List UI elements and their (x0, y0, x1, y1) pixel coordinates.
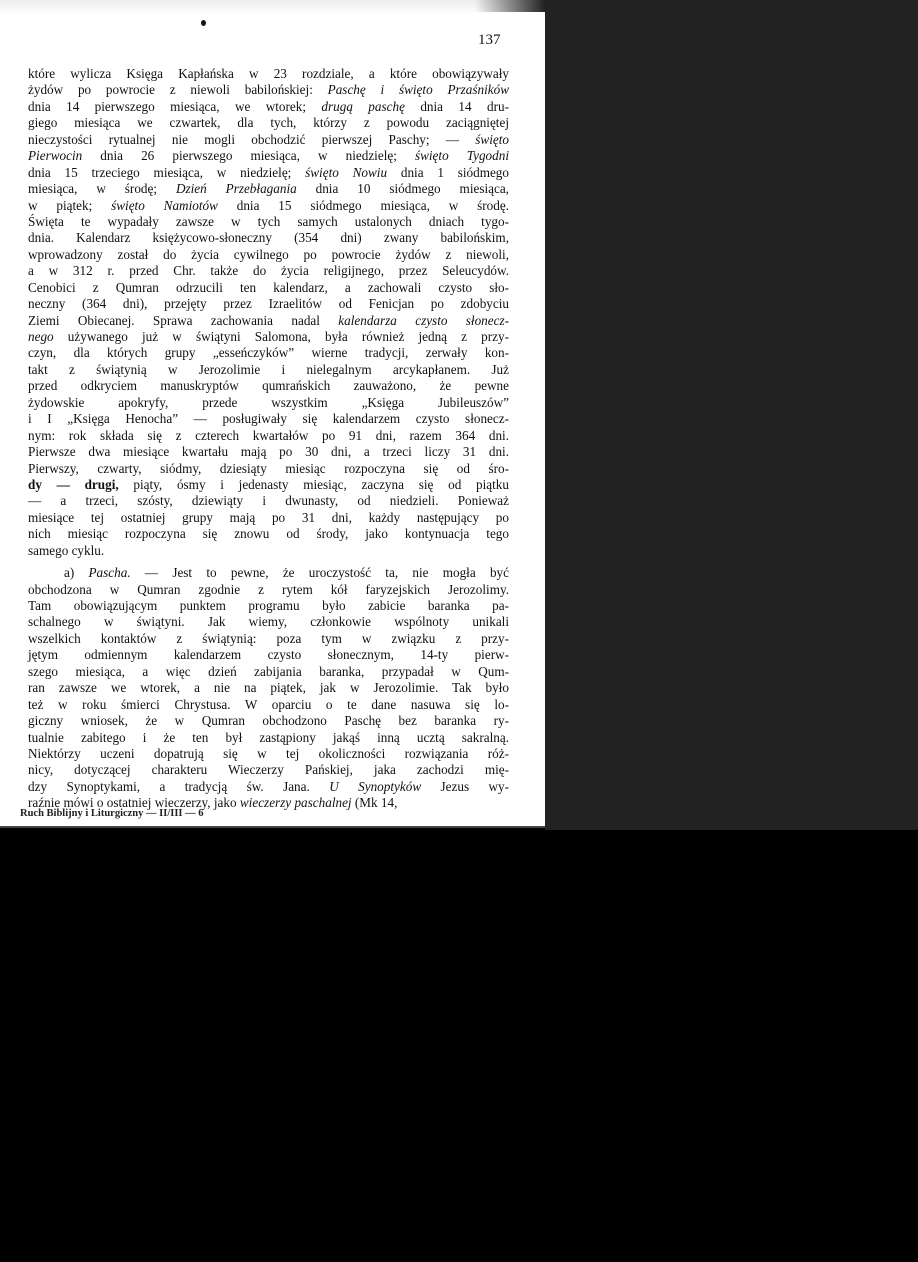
text-run: żydowskie apokryfy, przede wszystkim „Księga Jubileuszów” (28, 394, 509, 410)
text-line (28, 132, 509, 148)
text-run: Pascha. (88, 565, 131, 581)
text-line (28, 345, 509, 361)
text-line (28, 477, 509, 493)
text-run: święto Namiotów (111, 197, 218, 213)
text-run: dzy Synoptykami, a tradycją św. Jana. (28, 778, 330, 794)
text-run: drugą paschę (321, 98, 405, 114)
text-line (28, 378, 509, 394)
text-run: takt z świątynią w Jerozolimie i nielegalnym arcykapłanem. Już (28, 361, 509, 377)
text-line (28, 631, 509, 647)
text-run: a w 312 r. przed Chr. także do życia religijnego, przez Seleucydów. (28, 263, 509, 279)
text-run: używanego już w świątyni Salomona, była również jedną z przy- (53, 329, 509, 344)
text-run: Paschę i święto Przaśników (327, 82, 509, 98)
text-run: giego miesiąca we czwartek, dla tych, którzy z powodu zaciągniętej (28, 115, 509, 131)
text-run: Dzień Przebłagania (175, 181, 297, 197)
text-run: dnia 1 siódmego (387, 164, 509, 180)
text-run: jętym odmiennym kalendarzem czysto słonecznym, 14-ty pierw- (28, 647, 509, 663)
text-line (28, 428, 509, 444)
text-line (28, 493, 509, 509)
text-run: giczny wniosek, że w Qumran obchodzono Paschę bez baranka ry- (28, 713, 509, 729)
page-bottom-edge (0, 826, 545, 828)
text-run: żydów po powrocie z niewoli babilońskiej: (28, 82, 328, 98)
text-line (28, 82, 509, 98)
text-run: Pierwocin (28, 148, 83, 164)
text-run: dnia 26 pierwszego miesiąca, w niedzielę; (82, 148, 415, 164)
text-run: przed odkryciem manuskryptów qumrańskich zauważono, że pewne (28, 378, 509, 394)
text-line (28, 181, 509, 197)
page-number: 137 (478, 32, 501, 48)
text-run: raźnie mówi o ostatniej wieczerzy, jako (28, 795, 240, 811)
page-corner-shadow (475, 0, 545, 12)
text-run: a) (64, 565, 89, 581)
text-run: dnia 14 dru- (404, 98, 509, 114)
text-run: w piątek; (28, 197, 112, 213)
ink-spot (201, 20, 206, 26)
text-run: dnia 14 pierwszego miesiąca, we wtorek; (28, 98, 322, 114)
text-run: Cenobici z Qumran odrzucili ten kalendarz, a zachowali czysto sło- (28, 279, 509, 295)
text-line (28, 280, 509, 296)
text-line (28, 461, 509, 477)
text-run: Święta te wypadały zawsze w tych samych ustalonych dniach tygo- (28, 213, 509, 229)
text-run: dnia 15 trzeciego miesiąca, w niedzielę; (28, 164, 306, 180)
text-run: święto Tygodni (414, 148, 510, 164)
text-line (28, 762, 509, 778)
text-run: dy — drugi, (28, 476, 119, 492)
text-line (28, 148, 509, 164)
text-line (28, 230, 509, 246)
text-run: nieczystości rytualnej nie mogli obchodzić pierwszej Paschy; — (28, 131, 476, 147)
text-line (28, 746, 509, 762)
text-run: nym: rok składa się z czterech kwartałów po 91 dni, razem 364 dni. (28, 427, 509, 443)
text-run: nicy, dotyczącej charakteru Wieczerzy Pańskiej, jaka zachodzi mię- (28, 762, 509, 778)
text-run: kalendarza czysto słonecz- (338, 312, 510, 328)
text-run: wszelkich kontaktów z świątynią: poza tym w związku z przy- (28, 630, 509, 646)
text-run: święto (475, 131, 509, 147)
text-line (28, 362, 509, 378)
paragraph-calendar (28, 66, 509, 559)
text-run: Ziemi Obiecanej. Sprawa zachowania nadal (28, 312, 339, 328)
text-line (28, 565, 509, 581)
text-line (28, 115, 509, 131)
text-line (28, 263, 509, 279)
text-run: wieczerzy paschalnej (239, 795, 352, 811)
paragraph-pascha (28, 565, 509, 812)
text-line (28, 730, 509, 746)
text-run: — Jest to pewne, że uroczystość ta, nie mogła być (130, 565, 509, 581)
text-run: szego miesiąca, a więc dzień zabijania baranka, przypadał w Qum- (28, 663, 509, 679)
text-line (28, 165, 509, 181)
text-run: święto Nowiu (305, 164, 388, 180)
text-line (28, 664, 509, 680)
text-run: dnia 15 siódmego miesiąca, w środę. (217, 197, 509, 213)
text-line (28, 526, 509, 542)
text-line (28, 66, 509, 82)
text-line (28, 510, 509, 526)
page-top-edge (0, 0, 545, 14)
text-run: ran zawsze we wtorek, a nie na piątek, jak w Jerozolimie. Tak było (28, 680, 509, 696)
text-run: nego (28, 329, 54, 344)
text-line (28, 296, 509, 312)
text-line (28, 779, 509, 795)
text-run: wprowadzony został do życia cywilnego po powrocie żydów z niewoli, (28, 246, 509, 262)
text-run: neczny (364 dni), przejęty przez Izraelitów od Fenicjan po zdobyciu (28, 296, 509, 312)
text-run: — a trzeci, szósty, dziewiąty i dwunasty, od niedzieli. Ponieważ (28, 493, 509, 509)
text-run: które wylicza Księga Kapłańska w 23 rozdziale, a które obowiązywały (28, 66, 509, 81)
text-run: Niektórzy uczeni dopatrują się w tej okoliczności rozwiązania róż- (28, 745, 509, 761)
text-run: dnia 10 siódmego miesiąca, (296, 181, 509, 197)
text-line (28, 680, 509, 696)
text-line (28, 444, 509, 460)
running-footer: Ruch Biblijny i Liturgiczny — II/III — 6 (20, 808, 204, 819)
text-line (28, 329, 509, 345)
text-line (28, 614, 509, 630)
text-line (28, 598, 509, 614)
text-run: tualnie zabitego i że ten był zastąpiony jakąś inną ucztą sakralną. (28, 729, 509, 745)
text-run: U Synoptyków (329, 778, 422, 794)
text-line (28, 543, 509, 559)
text-run: (Mk 14, (351, 795, 398, 811)
text-line (28, 313, 509, 329)
text-line (28, 697, 509, 713)
text-run: schalnego w świątyni. Jak wiemy, członkowie wspólnoty unikali (28, 614, 509, 630)
text-run: Pierwszy, czwarty, siódmy, dziesiąty miesiąc rozpoczyna się od śro- (28, 460, 509, 476)
body-text (28, 66, 509, 812)
text-run: piąty, ósmy i jedenasty miesiąc, zaczyna się od piątku (118, 476, 509, 492)
text-line (28, 395, 509, 411)
text-run: nich miesiąc rozpoczyna się znowu od środy, jako kontynuacja tego (28, 526, 509, 542)
text-line (28, 214, 509, 230)
scanner-background (545, 0, 918, 830)
document-page (0, 0, 545, 828)
text-run: obchodzona w Qumran zgodnie z rytem kół faryzejskich Jerozolimy. (28, 581, 509, 597)
text-run: miesiące tej ostatniej grupy mają po 31 dni, każdy następujący po (28, 509, 509, 525)
text-run: i I „Księga Henocha” — posługiwały się kalendarzem czysto słonecz- (28, 411, 509, 427)
text-run: czyn, dla których grupy „esseńczyków” wierne tradycji, zerwały kon- (28, 345, 509, 361)
text-line (28, 198, 509, 214)
text-line (28, 247, 509, 263)
text-run: też w roku śmierci Chrystusa. W oparciu o te dane nasuwa się lo- (28, 696, 509, 712)
text-line (28, 647, 509, 663)
text-run: Tam obowiązującym punktem programu było zabicie baranka pa- (28, 598, 509, 613)
text-run: miesiąca, w środę; (28, 181, 176, 197)
text-run: dnia. Kalendarz księżycowo-słoneczny (354 dni) zwany babilońskim, (28, 230, 509, 246)
text-line (28, 713, 509, 729)
text-line (28, 411, 509, 427)
text-run: samego cyklu. (28, 542, 105, 558)
text-run: Jezus wy- (421, 778, 509, 794)
text-line (28, 582, 509, 598)
text-line (28, 99, 509, 115)
text-run: Pierwsze dwa miesiące kwartału mają po 30 dni, a trzeci liczy 31 dni. (28, 444, 509, 460)
